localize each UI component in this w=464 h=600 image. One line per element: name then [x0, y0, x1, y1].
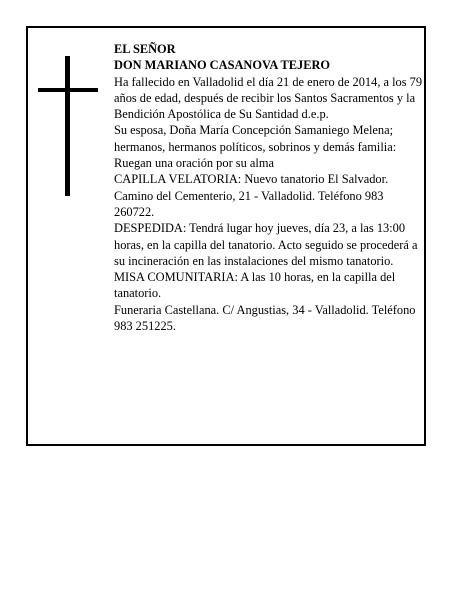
mass-info: MISA COMUNITARIA: A las 10 horas, en la capilla del tanatorio. — [114, 270, 396, 301]
obituary-text — [114, 41, 424, 334]
funeral-home-info: Funeraria Castellana. C/ Angustias, 34 - Valladolid. Teléfono 983 251225. — [114, 302, 416, 334]
wake-chapel-info: CAPILLA VELATORIA: Nuevo tanatorio El Salvador. Camino del Cementerio, 21 - Valladolid. Teléfono 983 260722. — [114, 172, 389, 219]
death-announcement: Ha fallecido en Valladolid el día 21 de enero de 2014, a los 79 años de edad, después de recibir los Santos Sacramentos y la Bendición Apostólica de Su Santidad d.e.p. — [114, 74, 423, 122]
cross-vertical-bar — [65, 56, 70, 196]
family-list: Su esposa, Doña María Concepción Samaniego Melena; hermanos, hermanos políticos, sobrinos y demás familia: — [114, 123, 397, 154]
notice-heading: EL SEÑOR — [114, 42, 176, 56]
farewell-info: DESPEDIDA: Tendrá lugar hoy jueves, día 23, a las 13:00 horas, en la capilla del tanatorio. Acto seguido se procederá a su incineración en las instalaciones del mismo tanatorio. — [114, 221, 418, 268]
deceased-name: DON MARIANO CASANOVA TEJERO — [114, 58, 331, 73]
prayer-request: Ruegan una oración por su alma — [114, 156, 274, 171]
cross-horizontal-bar — [38, 88, 98, 92]
obituary-notice — [26, 26, 426, 446]
cross-icon — [38, 56, 98, 196]
